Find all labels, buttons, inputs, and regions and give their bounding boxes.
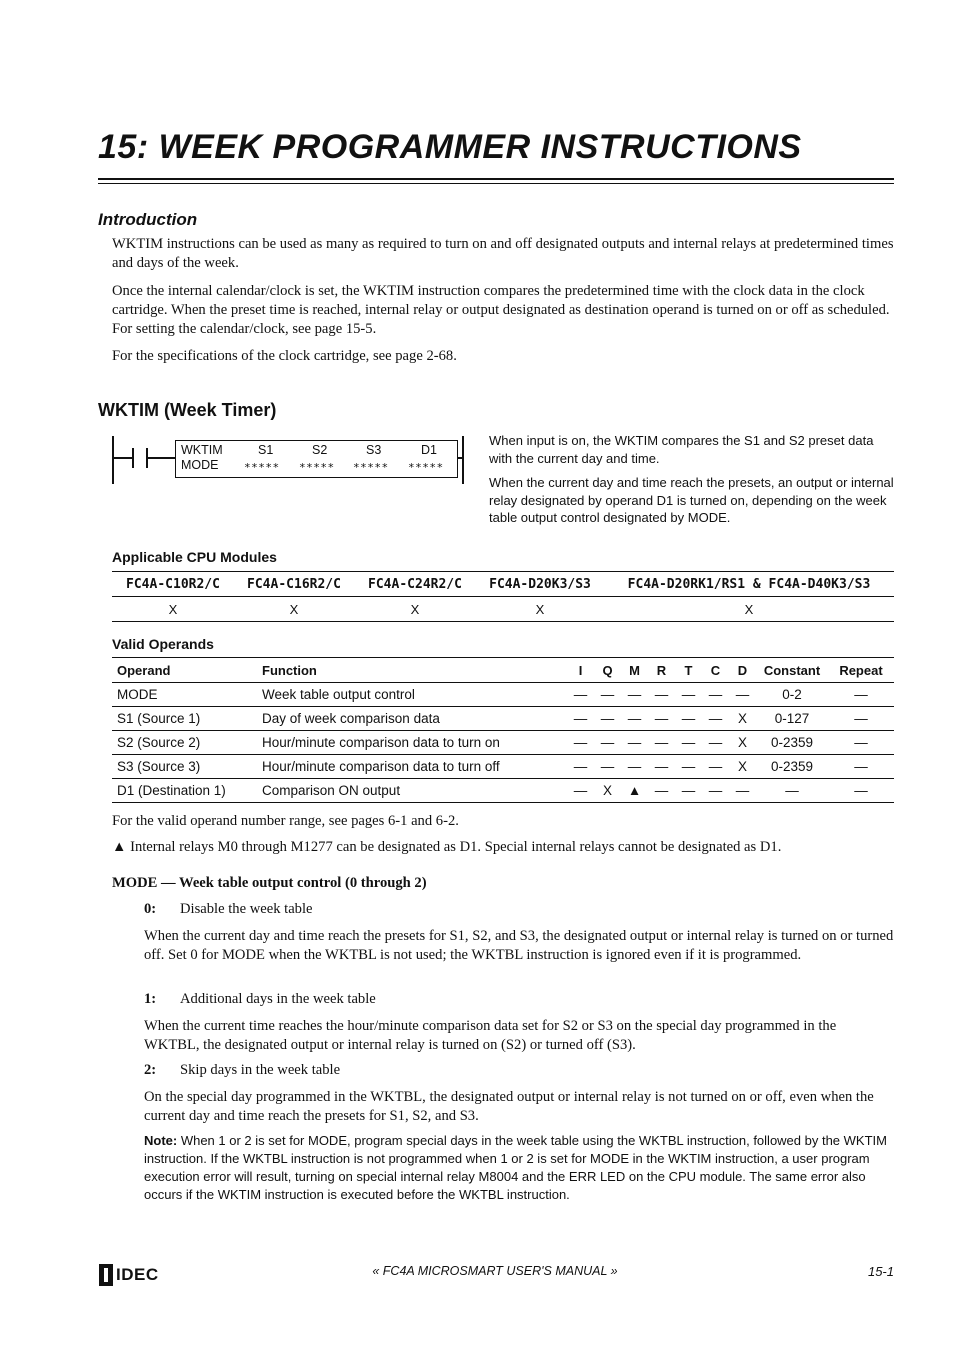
manual-title: « FC4A MICROSMART USER'S MANUAL » xyxy=(372,1264,618,1278)
table-cell: — xyxy=(621,707,648,731)
table-cell: — xyxy=(828,683,894,707)
mode-number: 1: xyxy=(144,991,157,1007)
table-cell: — xyxy=(702,683,729,707)
table-cell: — xyxy=(648,731,675,755)
instruction-name: WKTIM xyxy=(181,443,223,457)
table-cell: 0-2 xyxy=(756,683,828,707)
table-cell: X xyxy=(604,597,894,622)
table-cell: S3 (Source 3) xyxy=(112,755,257,779)
instruction-mode: MODE xyxy=(181,458,219,472)
intro-paragraph-2: Once the internal calendar/clock is set, the WKTIM instruction compares the predetermined time with the clock data in the clock cartridge. When the preset time is reached, internal relay or output designated as destination operand is turned on or off as scheduled. For setting the calendar/clock, see page 15-5. xyxy=(112,283,890,337)
note-text: When 1 or 2 is set for MODE, program special days in the week table using the WKTBL instruction, followed by the WKTIM instruction. If the WKTBL instruction is not programmed when 1 or 2 is set for MODE in the WKTIM instruction, a user program execution error will result, turning on special internal relay M8004 and the ERR LED on the CPU module. The same error also occurs if the WKTIM instruction is executed before the WKTBL instruction. xyxy=(144,1133,887,1202)
table-cell: — xyxy=(648,779,675,803)
table-cell: S2 (Source 2) xyxy=(112,731,257,755)
table-cell: X xyxy=(729,731,756,755)
triangle-footnote: ▲ Internal relays M0 through M1277 can be designated as D1. Special internal relays cannot be designated as D1. xyxy=(112,839,782,855)
mode-0-item xyxy=(144,901,313,918)
table-cell: — xyxy=(675,779,702,803)
table-cell: X xyxy=(234,597,354,622)
column-header: M xyxy=(621,658,648,683)
operand-placeholder: ***** xyxy=(408,461,444,474)
table-cell: — xyxy=(594,755,621,779)
column-header: C xyxy=(702,658,729,683)
mode-1-description: When the current time reaches the hour/minute comparison data set for S2 or S3 on the special day programmed in the WKTBL, the designated output or internal relay is turned on (S2) or turned off (S3). xyxy=(144,1018,837,1053)
table-cell: 0-2359 xyxy=(756,755,828,779)
column-header: Q xyxy=(594,658,621,683)
table-cell: — xyxy=(675,683,702,707)
table-cell: — xyxy=(729,779,756,803)
wktim-description-1: When input is on, the WKTIM compares the S1 and S2 preset data with the current day and time. xyxy=(489,433,874,466)
mode-2-item xyxy=(144,1062,340,1079)
operand-label-d1: D1 xyxy=(421,443,437,457)
table-cell: — xyxy=(567,731,594,755)
column-header: FC4A-C10R2/C xyxy=(112,572,234,597)
table-row xyxy=(112,683,894,707)
intro-paragraph-3: For the specifications of the clock cartridge, see page 2-68. xyxy=(112,348,457,364)
table-cell: Comparison ON output xyxy=(257,779,567,803)
column-header: Constant xyxy=(756,658,828,683)
table-cell: — xyxy=(621,731,648,755)
table-cell: X xyxy=(476,597,604,622)
left-power-rail xyxy=(112,436,114,484)
right-power-rail xyxy=(462,436,464,484)
ladder-diagram xyxy=(112,436,472,486)
operand-label-s3: S3 xyxy=(366,443,382,457)
operand-placeholder: ***** xyxy=(299,461,335,474)
table-cell: X xyxy=(729,707,756,731)
operand-label-s2: S2 xyxy=(312,443,328,457)
table-row xyxy=(112,755,894,779)
table-cell: 0-127 xyxy=(756,707,828,731)
rung-wire xyxy=(146,457,176,459)
rung-wire xyxy=(112,457,134,459)
table-cell: — xyxy=(702,779,729,803)
table-cell: — xyxy=(621,683,648,707)
column-header: R xyxy=(648,658,675,683)
operand-placeholder: ***** xyxy=(353,461,389,474)
table-header-row xyxy=(112,572,894,597)
table-cell: — xyxy=(621,755,648,779)
cpu-table-title: Applicable CPU Modules xyxy=(112,549,277,565)
table-cell: D1 (Destination 1) xyxy=(112,779,257,803)
mode-2-description: On the special day programmed in the WKTBL, the designated output or internal relay is not turned on or off, even when the current day and time reach the presets for S1, S2, and S3. xyxy=(144,1089,874,1124)
table-cell: MODE xyxy=(112,683,257,707)
contact-left-bar xyxy=(132,448,134,468)
table-cell: Hour/minute comparison data to turn off xyxy=(257,755,567,779)
table-cell: — xyxy=(828,707,894,731)
logo-mark-icon xyxy=(99,1264,113,1286)
table-cell: X xyxy=(729,755,756,779)
table-cell: — xyxy=(648,707,675,731)
table-cell: — xyxy=(648,755,675,779)
chapter-title: 15: WEEK PROGRAMMER INSTRUCTIONS xyxy=(98,128,802,166)
note-label: Note: xyxy=(144,1133,178,1148)
column-header: Repeat xyxy=(828,658,894,683)
mode-label: Skip days in the week table xyxy=(180,1062,341,1078)
mode-number: 0: xyxy=(144,901,157,917)
column-header: FC4A-C24R2/C xyxy=(354,572,476,597)
intro-paragraph-1: WKTIM instructions can be used as many as required to turn on and off designated outputs and internal relays at predetermined times and days of the week. xyxy=(112,236,894,271)
table-cell: — xyxy=(567,755,594,779)
table-cell: Week table output control xyxy=(257,683,567,707)
column-header: FC4A-D20RK1/RS1 & FC4A-D40K3/S3 xyxy=(604,572,894,597)
wktim-description-2: When the current day and time reach the presets, an output or internal relay designated by operand D1 is turned on, depending on the week table output control designated by MODE. xyxy=(489,475,894,525)
page-number: 15-1 xyxy=(867,1264,894,1279)
mode-number: 2: xyxy=(144,1062,157,1078)
mode-label: Additional days in the week table xyxy=(180,991,376,1007)
table-cell: — xyxy=(756,779,828,803)
column-header: T xyxy=(675,658,702,683)
table-cell: — xyxy=(594,707,621,731)
column-header: D xyxy=(729,658,756,683)
column-header: I xyxy=(567,658,594,683)
table-cell: Day of week comparison data xyxy=(257,707,567,731)
table-cell: — xyxy=(675,731,702,755)
table-cell: ▲ xyxy=(621,779,648,803)
valid-operands-table xyxy=(112,657,894,803)
table-cell: — xyxy=(567,707,594,731)
table-cell: — xyxy=(675,755,702,779)
table-cell: — xyxy=(828,755,894,779)
operand-placeholder: ***** xyxy=(244,461,280,474)
table-row xyxy=(112,779,894,803)
table-cell: 0-2359 xyxy=(756,731,828,755)
table-cell: Hour/minute comparison data to turn on xyxy=(257,731,567,755)
title-rule xyxy=(98,178,894,180)
operand-range-note: For the valid operand number range, see pages 6-1 and 6-2. xyxy=(112,813,459,829)
title-rule xyxy=(98,183,894,184)
mode-1-item xyxy=(144,991,376,1008)
table-cell: — xyxy=(702,731,729,755)
table-cell: — xyxy=(567,683,594,707)
table-row xyxy=(112,707,894,731)
table-cell: — xyxy=(594,683,621,707)
table-cell: — xyxy=(648,683,675,707)
table-cell: — xyxy=(594,731,621,755)
table-cell: — xyxy=(702,707,729,731)
wktim-heading: WKTIM (Week Timer) xyxy=(98,400,277,420)
operands-table-title: Valid Operands xyxy=(112,636,214,652)
table-cell: — xyxy=(729,683,756,707)
table-header-row xyxy=(112,658,894,683)
table-cell: X xyxy=(354,597,476,622)
mode-label: Disable the week table xyxy=(180,901,313,917)
column-header: FC4A-D20K3/S3 xyxy=(476,572,604,597)
operand-label-s1: S1 xyxy=(258,443,274,457)
column-header: Operand xyxy=(112,658,257,683)
idec-logo xyxy=(99,1264,159,1286)
table-cell: S1 (Source 1) xyxy=(112,707,257,731)
table-cell: — xyxy=(828,779,894,803)
table-cell: X xyxy=(112,597,234,622)
table-cell: — xyxy=(828,731,894,755)
mode-0-description: When the current day and time reach the presets for S1, S2, and S3, the designated output or internal relay is turned on or turned off. Set 0 for MODE when the WKTBL is not used; the WKTBL instruction is ignored even if it is programmed. xyxy=(144,928,894,963)
column-header: Function xyxy=(257,658,567,683)
cpu-modules-table xyxy=(112,571,894,622)
table-cell: X xyxy=(594,779,621,803)
table-cell: — xyxy=(702,755,729,779)
mode-note xyxy=(144,1132,894,1204)
table-row xyxy=(112,597,894,622)
logo-text: IDEC xyxy=(116,1265,159,1284)
intro-heading: Introduction xyxy=(98,210,198,229)
table-cell: — xyxy=(567,779,594,803)
mode-heading: MODE — Week table output control (0 through 2) xyxy=(112,875,427,891)
table-row xyxy=(112,731,894,755)
wktim-instruction-box xyxy=(175,440,458,478)
table-cell: — xyxy=(675,707,702,731)
column-header: FC4A-C16R2/C xyxy=(234,572,354,597)
